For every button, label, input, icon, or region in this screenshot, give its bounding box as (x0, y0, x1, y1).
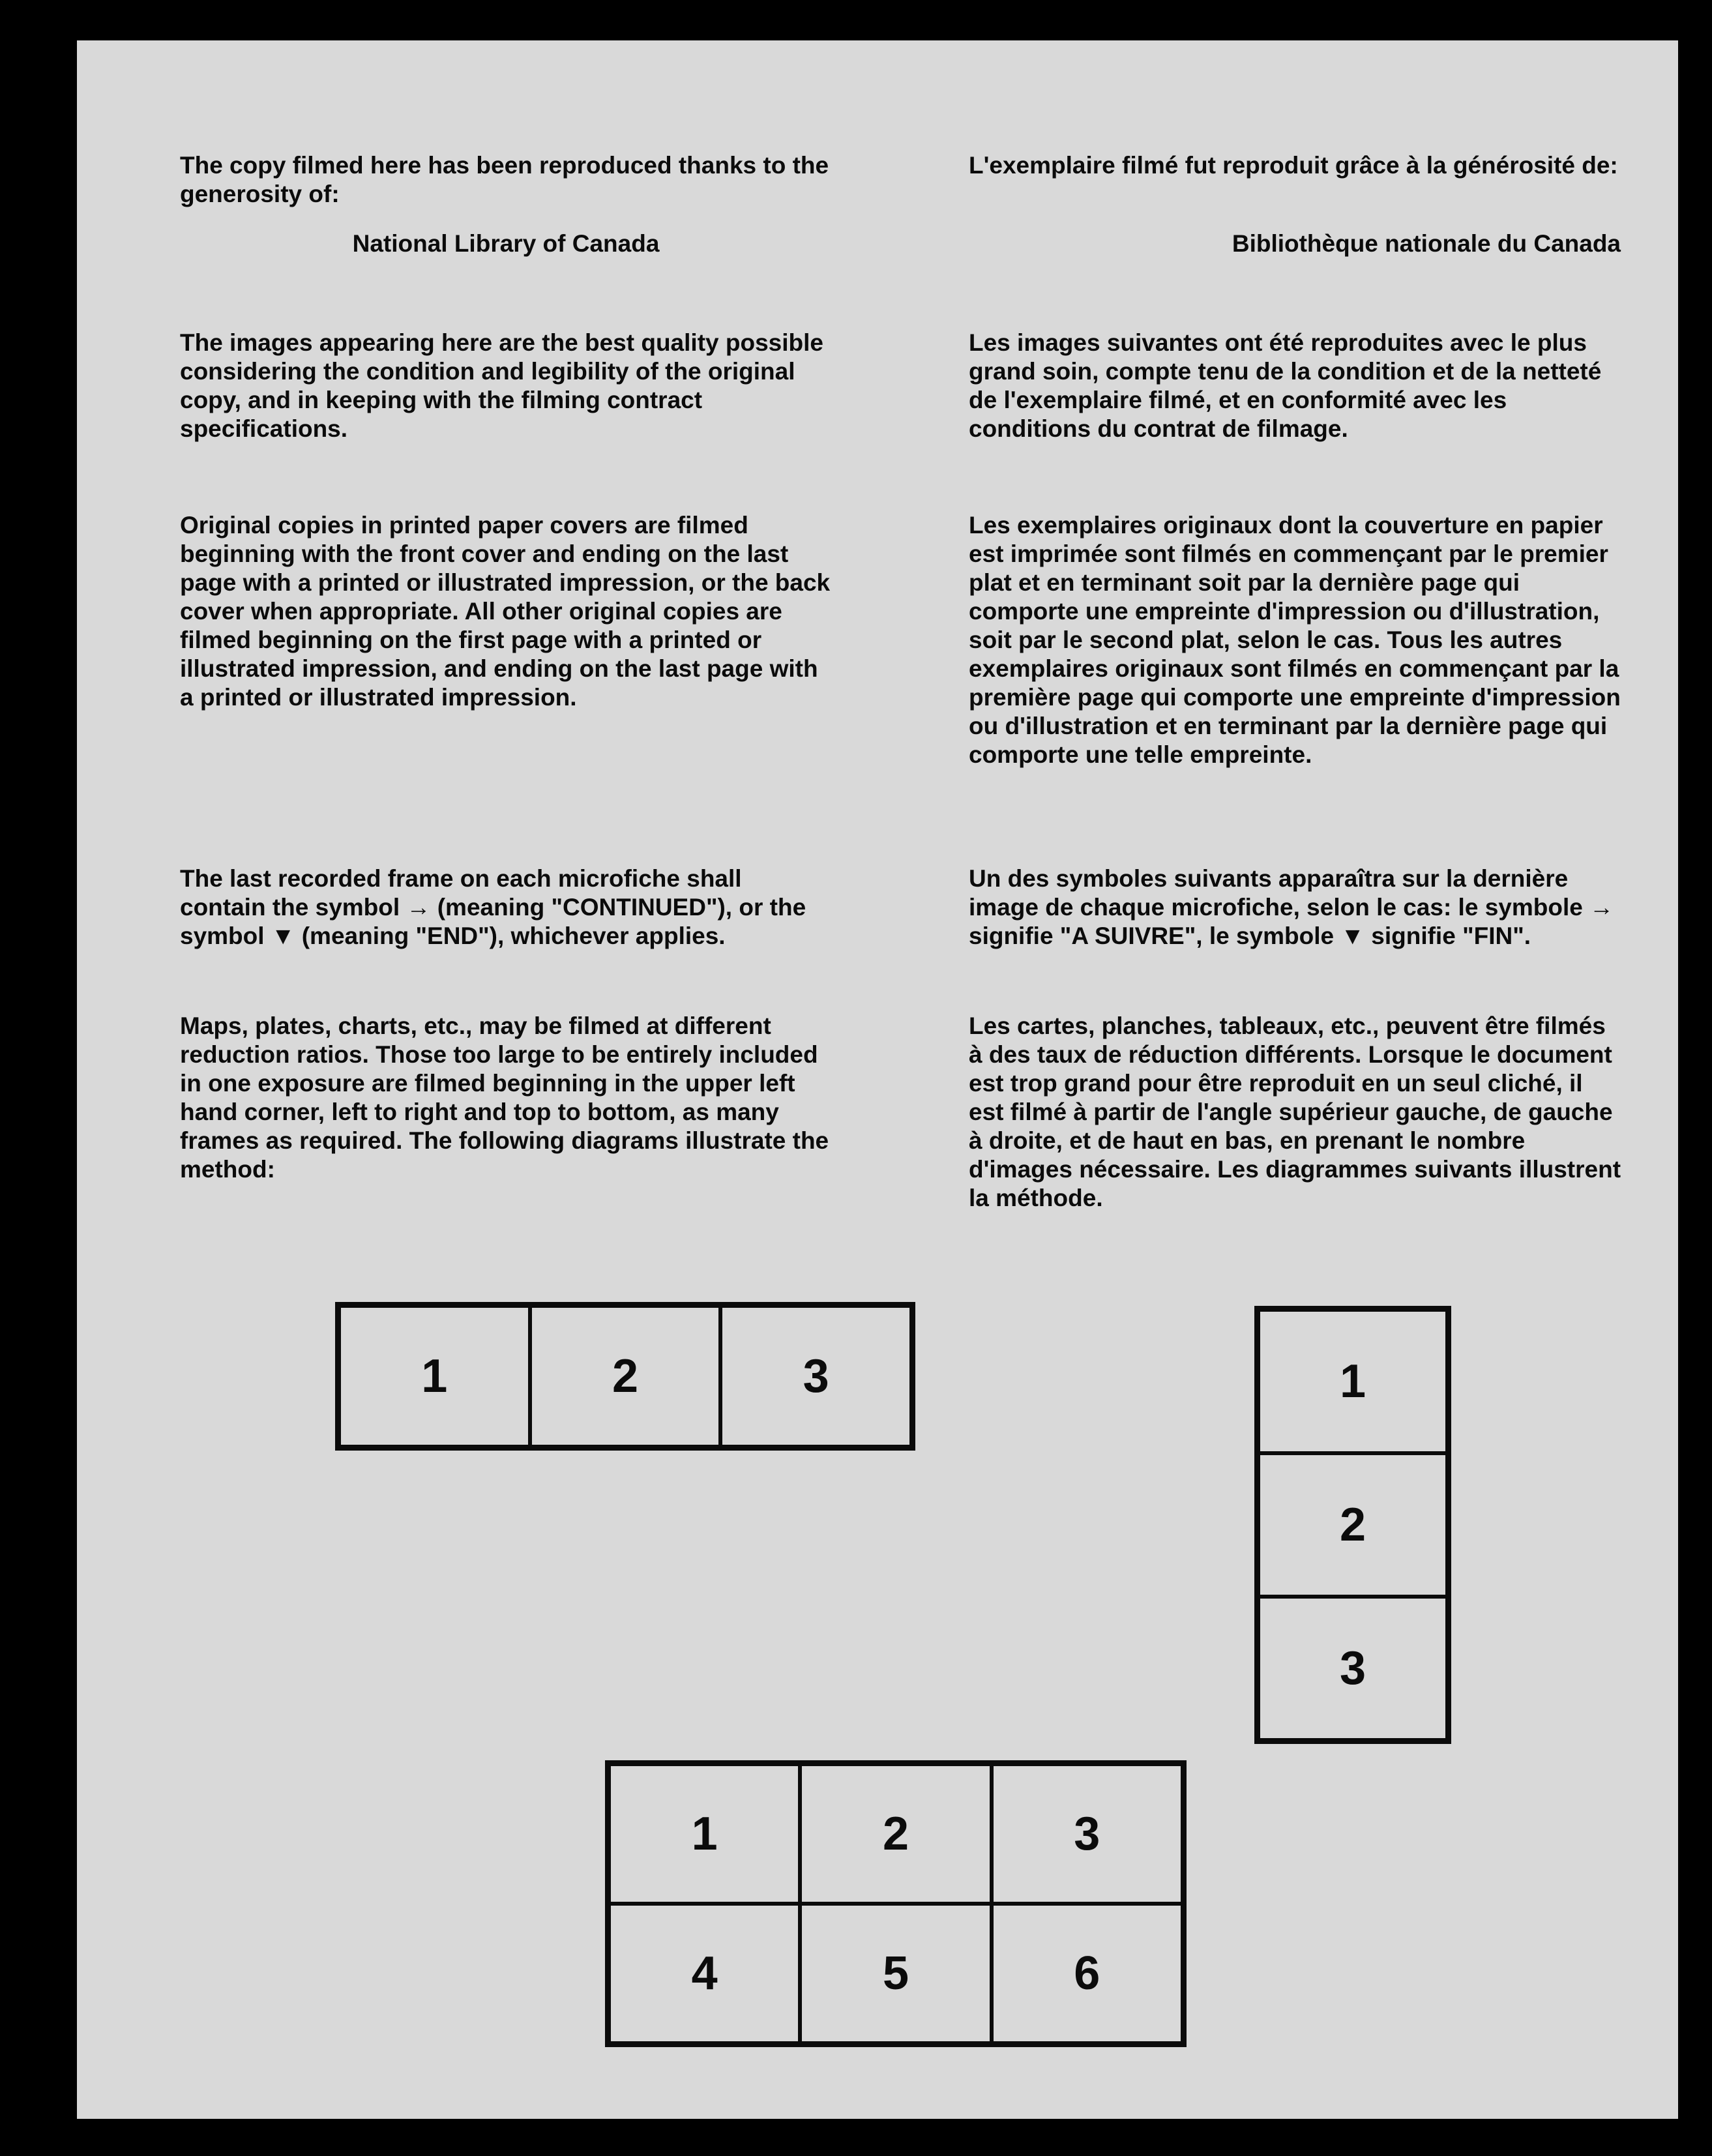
frame-cell: 3 (720, 1306, 911, 1447)
end-triangle-icon: ▼ (1340, 923, 1365, 949)
french-library-name: Bibliothèque nationale du Canada (1232, 230, 1621, 257)
frame-cell: 4 (609, 1904, 800, 2043)
grid-frame-diagram (605, 1760, 1187, 2047)
french-symbol-paragraph (969, 864, 1621, 951)
english-symbol-paragraph (180, 864, 832, 951)
horizontal-frame-diagram (335, 1302, 915, 1451)
english-symbol-text-b: (meaning "CONTINUED"), or the symbol (180, 894, 806, 949)
english-covers-paragraph: Original copies in printed paper covers are filmed beginning with the front cover and ending on the last page with a printed or illustrated impression, or the back cover when appropriate. All other original copies are filmed beginning on the first page with a printed or illustrated impression, and ending on the last page with a printed or illustrated impression. (180, 512, 831, 711)
frame-cell: 3 (1258, 1597, 1447, 1740)
french-symbol-text-a: Un des symboles suivants apparaîtra sur la dernière image de chaque microfiche, selon le cas: le symbole (969, 865, 1583, 921)
frame-cell: 6 (992, 1904, 1183, 2043)
frame-cell: 1 (339, 1306, 530, 1447)
frame-cell: 3 (992, 1764, 1183, 1904)
continued-arrow-icon: → (1589, 894, 1614, 921)
english-maps-paragraph: Maps, plates, charts, etc., may be filmed at different reduction ratios. Those too large to be entirely included in one exposure are filmed beginning in the upper left hand corner, left to right and top to bottom, as many frames as required. The following diagrams illustrate the method: (180, 1012, 829, 1183)
french-quality-paragraph: Les images suivantes ont été reproduites avec le plus grand soin, compte tenu de la condition et de la netteté de l'exemplaire filmé, et en conformité avec les conditions du contrat de filmage. (969, 329, 1602, 442)
english-quality-paragraph: The images appearing here are the best quality possible considering the condition and legibility of the original copy, and in keeping with the filming contract specifications. (180, 329, 823, 442)
end-triangle-icon: ▼ (271, 923, 295, 949)
continued-arrow-icon: → (406, 894, 431, 921)
frame-cell: 2 (800, 1764, 991, 1904)
french-maps-paragraph: Les cartes, planches, tableaux, etc., peuvent être filmés à des taux de réduction différents. Lorsque le document est trop grand pour être reproduit en un seul cliché, il est filmé à partir de l'angle supérieur gauche, de gauche à droite, et de haut en bas, en prenant le nombre d'images nécessaire. Les diagrammes suivants illustrent la méthode. (969, 1012, 1621, 1211)
frame-cell: 5 (800, 1904, 991, 2043)
english-symbol-text-c: (meaning "END"), whichever applies. (301, 923, 726, 949)
french-symbol-text-b: signifie "A SUIVRE", le symbole (969, 923, 1335, 949)
frame-cell: 2 (1258, 1453, 1447, 1597)
frame-cell: 1 (1258, 1310, 1447, 1453)
vertical-frame-diagram (1254, 1306, 1451, 1744)
english-library-name: National Library of Canada (352, 230, 660, 257)
english-symbol-text-a: The last recorded frame on each microfiche shall contain the symbol (180, 865, 742, 921)
english-intro: The copy filmed here has been reproduced thanks to the generosity of: (180, 152, 829, 207)
frame-cell: 2 (530, 1306, 721, 1447)
notice-page (77, 40, 1678, 2119)
french-covers-paragraph: Les exemplaires originaux dont la couverture en papier est imprimée sont filmés en commençant par le premier plat et en terminant soit par la dernière page qui comporte une empreinte d'impression ou d'illustration, soit par le second plat, selon le cas. Tous les autres exemplaires originaux sont filmés en commençant par la première page qui comporte une empreinte d'impression ou d'illustration et en terminant par la dernière page qui comporte une telle empreinte. (969, 512, 1621, 768)
french-intro: L'exemplaire filmé fut reproduit grâce à la générosité de: (969, 152, 1618, 179)
frame-cell: 1 (609, 1764, 800, 1904)
french-symbol-text-c: signifie "FIN". (1371, 923, 1531, 949)
